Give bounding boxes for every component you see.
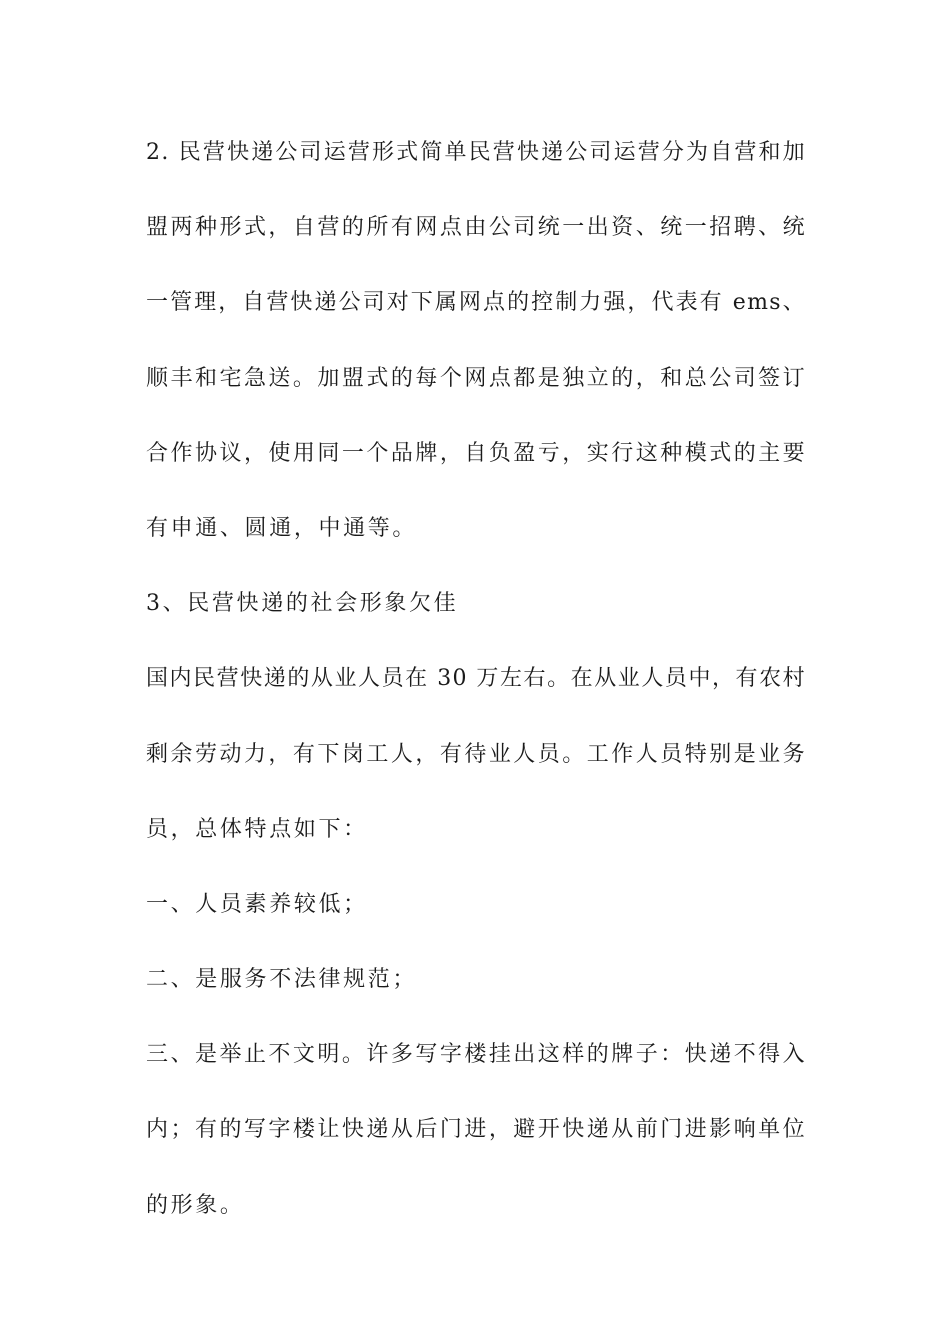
body-text (146, 134, 806, 1224)
list-item: 二、是服务不法律规范； (146, 967, 418, 993)
text-line: 盟两种形式，自营的所有网点由公司统一出资、统一招聘、统 (146, 215, 806, 241)
text-line: 剩余劳动力，有下岗工人，有待业人员。工作人员特别是业务 (146, 741, 806, 767)
text-line: 2. 民营快递公司运营形式简单民营快递公司运营分为自营和加 (146, 140, 806, 165)
text-line: 内；有的写字楼让快递从后门进，避开快递从前门进影响单位 (146, 1117, 806, 1143)
text-line: 的形象。 (146, 1192, 245, 1218)
text-line: 员，总体特点如下： (146, 816, 368, 842)
list-item: 三、是举止不文明。许多写字楼挂出这样的牌子：快递不得入 (146, 1042, 806, 1068)
text-line: 有申通、圆通，中通等。 (146, 515, 418, 541)
text-line: 国内民营快递的从业人员在 30 万左右。在从业人员中，有农村 (146, 666, 806, 692)
text-line: 合作协议，使用同一个品牌，自负盈亏，实行这种模式的主要 (146, 440, 806, 466)
text-line: 顺丰和宅急送。加盟式的每个网点都是独立的，和总公司签订 (146, 365, 806, 391)
text-line: 一管理，自营快递公司对下属网点的控制力强，代表有 ems、 (146, 290, 806, 316)
section-heading: 3、民营快递的社会形象欠佳 (146, 591, 459, 617)
list-item: 一、人员素养较低； (146, 891, 368, 917)
